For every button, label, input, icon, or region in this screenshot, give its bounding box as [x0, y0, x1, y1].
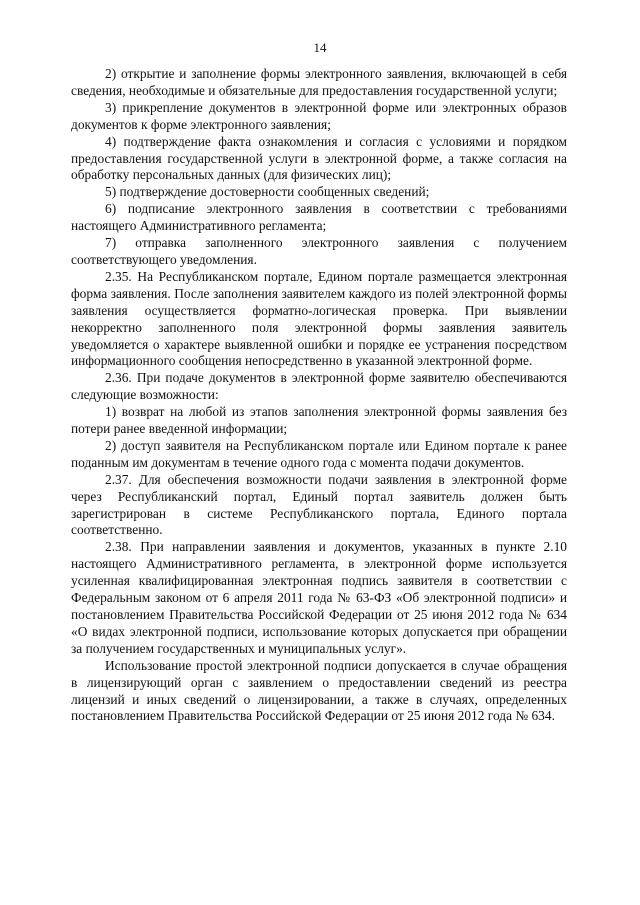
paragraph-item-7-sending: 7) отправка заполненного электронного заявления с получением соответствующего уведомления.	[71, 235, 567, 267]
paragraph-simple-signature: Использование простой электронной подписи допускается в случае обращения в лицензирующий орган с заявлением о предоставлении сведений из реестра лицензий и иных сведений о лицензировании, а также в случаях, определенных постановлением Правительства Российской Федерации от 25 июня 2012 года № 634.	[71, 657, 567, 724]
paragraph-clause-2-35: 2.35. На Республиканском портале, Едином портале размещается электронная форма заявления. После заполнения заявителем каждого из полей электронной формы заявления осуществляется форматно-логическая проверка. При выявлении некорректно заполненного поля электронной формы заявления заявитель уведомляется о характере выявленной ошибки и порядке ее устранения посредством информационного сообщения непосредственно в указанной электронной форме.	[71, 268, 567, 369]
paragraph-item-2-form-filling: 2) открытие и заполнение формы электронного заявления, включающей в себя сведения, необходимые и обязательные для предоставления государственной услуги;	[71, 66, 567, 98]
paragraph-item-6-signing: 6) подписание электронного заявления в соответствии с требованиями настоящего Административного регламента;	[71, 201, 567, 234]
paragraph-item-3-attach-documents: 3) прикрепление документов в электронной форме или электронных образов документов к форме электронного заявления;	[71, 99, 567, 132]
paragraph-item-4-confirm-consent: 4) подтверждение факта ознакомления и согласия с условиями и порядком предоставления государственной услуги в электронной форме, а также согласия на обработку персональных данных (для физических лиц);	[71, 133, 567, 183]
paragraph-clause-2-37: 2.37. Для обеспечения возможности подачи заявления в электронной форме через Республиканский портал, Единый портал заявитель должен быть зарегистрирован в системе Республиканского портала, Единого портала соответственно.	[71, 471, 567, 538]
paragraph-item-5-confirm-accuracy: 5) подтверждение достоверности сообщенных сведений;	[105, 184, 430, 200]
page-number: 14	[313, 40, 327, 55]
paragraph-item-1-return-to-step: 1) возврат на любой из этапов заполнения электронной формы заявления без потери ранее введенной информации;	[71, 404, 567, 437]
document-body	[71, 66, 567, 725]
paragraph-item-2-access-documents: 2) доступ заявителя на Республиканском портале или Едином портале к ранее поданным им документам в течение одного года с момента подачи документов.	[71, 437, 567, 470]
paragraph-clause-2-38: 2.38. При направлении заявления и документов, указанных в пункте 2.10 настоящего Административного регламента, в электронной форме используется усиленная квалифицированная электронная подпись заявителя в соответствии с Федеральным законом от 6 апреля 2011 года № 63-ФЗ «Об электронной подписи» и постановлением Правительства Российской Федерации от 25 июня 2012 года № 634 «О видах электронной подписи, использование которых допускается при обращении за получением государственных и муниципальных услуг».	[71, 539, 567, 656]
paragraph-clause-2-36: 2.36. При подаче документов в электронной форме заявителю обеспечиваются следующие возможности:	[71, 370, 567, 403]
